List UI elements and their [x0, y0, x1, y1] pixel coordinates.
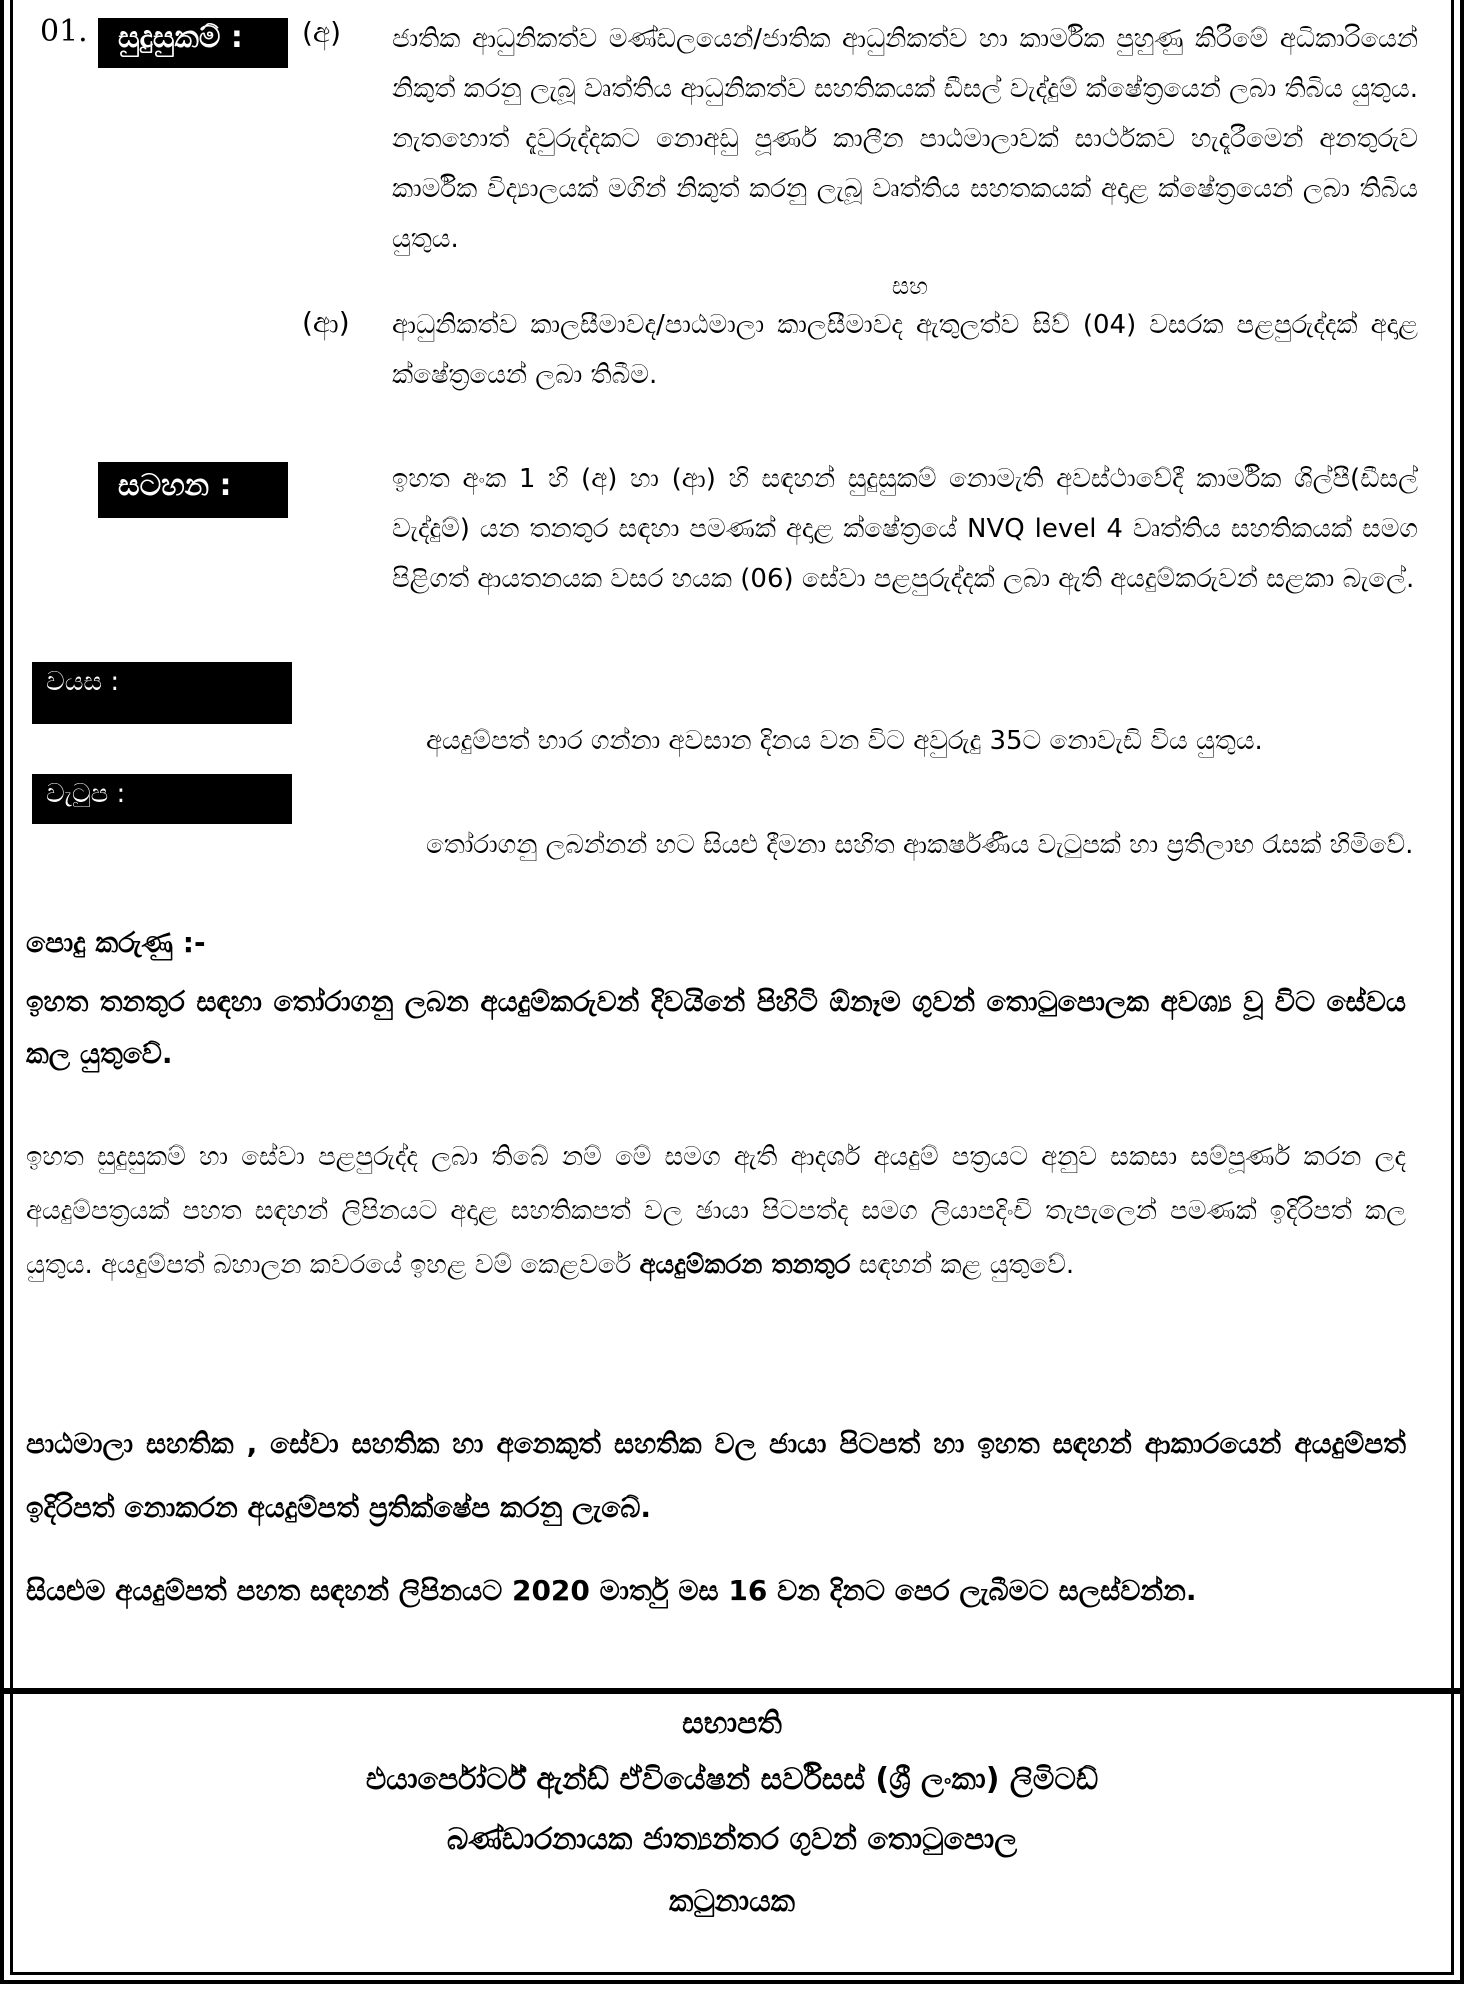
- age-label: වයස :: [32, 662, 292, 724]
- general-bold-paragraph: ඉහත තනතුර සඳහා තෝරාගනු ලබන අයදුම්කරුවන් දිවයිනේ පිහිටි ඕනෑම ගුවන් තොටුපොලක අවශ්‍ය වූ විට සේවය කල යුතුවේ.: [26, 985, 1406, 1070]
- note-label: සටහන :: [98, 462, 288, 518]
- qualifications-label: සුදුසුකම් :: [98, 18, 288, 68]
- reject-paragraph: පාඨමාලා සහතික , සේවා සහතික හා අනෙකුත් සහතික වල ජායා පිටපත් හා ඉහත සඳහන් ආකාරයෙන් අයදුම්පත් ඉදිරිපත් නොකරන අයදුම්පත් ප්‍රතික්ෂේප කරනු ලැබේ.: [26, 1427, 1406, 1524]
- section-number: 01.: [40, 14, 88, 49]
- footer-location: කටුනායක: [668, 1884, 796, 1919]
- item-a-text: ජාතික ආධුනිකත්ව මණ්ඩලයෙන්/ජාතික ආධුනිකත්ව හා කාර්මික පුහුණු කිරීමේ අධිකාරියෙන් නිකුත් කරනු ලැබූ වෘත්තිය ආධුනිකත්ව සහතිකයක් ඩීසල් වැද්දුම් ක්ෂේත්‍රයෙන් ලබා තිබිය යුතුය. නැතහොත් දැවුරුද්දකට නොඅඩු පූර්ණ කාලීන පාඨමාලාවක් සාර්ථකව හැදෑරීමෙන් අනතුරුව කාර්මික විද්‍යාලයක් මගින් නිකුත් කරනු ලැබූ වෘත්තිය සහතකයක් අදාළ ක්ෂේත්‍රයෙන් ලබා තිබිය යුතුය.: [392, 24, 1418, 254]
- general-main-bold: අයදුම්කරන තනතුර: [639, 1250, 851, 1280]
- footer-company: එයාර්පෝර්ට් ඇන්ඩ් ඒවියේෂන් සර්විසස් (ශ්‍රී ලංකා) ලිමිටඩ්: [365, 1762, 1099, 1797]
- general-heading: පොදු කරුණු :-: [26, 926, 206, 959]
- general-main-text: ඉහත සුදුසුකම් හා සේවා පළපුරුද්ද ලබා තිබේ නම් මේ සමග ඇති ආදර්ශ අයදුම් පත්‍රයට අනුව සකසා සම්පූර්ණ කරන ලද අයදුම්පත්‍රයක් පහත සඳහන් ලිපිනයට අදාළ සහතිකපත් වල ඡායා පිටපත්ද සමග ලියාපදිංචි තැපැලෙන් පමණක් ඉදිරිපත් කල යුතුය. අයදුම්පත් බහාලන කවරයේ ඉහළ වම් කෙළවරේ: [26, 1142, 1406, 1280]
- general-main-paragraph: [26, 1130, 1406, 1292]
- age-text: අයදුම්පත් භාර ගන්නා අවසාන දිනය වන විට අවුරුදු 35ට නොවැඩි විය යුතුය.: [426, 726, 1263, 756]
- item-a-marker: (අ): [302, 16, 342, 49]
- item-aa-text: ආධුනිකත්ව කාලසීමාවද/පාඨමාලා කාලසීමාවද ඇතුලත්ව සිව් (04) වසරක පළපුරුද්දක් අදාළ ක්ෂේත්‍රයෙන් ලබා තිබීම.: [392, 310, 1418, 390]
- salary-label: වැටුප :: [32, 774, 292, 824]
- footer-airport: බණ්ඩාරනායක ජාත්‍යන්තර ගුවන් තොටුපොල: [446, 1822, 1018, 1857]
- footer-divider: [0, 1688, 1464, 1694]
- footer-title: සභාපති: [682, 1706, 782, 1741]
- deadline-paragraph: සියළුම අයදුම්පත් පහත සඳහන් ලිපිනයට 2020 මාර්තු මස 16 වන දිනට පෙර ලැබීමට සලස්වන්න.: [26, 1574, 1197, 1607]
- note-text: ඉහත අංක 1 හි (අ) හා (ආ) හි සඳහන් සුදුසුකම් නොමැති අවස්ථාවේදී කාර්මික ශිල්පී(ඩීසල් වැද්දුම්) යන තනතුර සඳහා පමණක් අදාළ ක්ෂේත්‍රයේ NVQ level 4 වෘත්තිය සහතිකයක් සමග පිළිගත් ආයතනයක වසර හයක (06) සේවා පළපුරුද්දක් ලබා ඇති අයදුම්කරුවන් සළකා බැලේ.: [392, 464, 1418, 594]
- salary-text: තෝරාගනු ලබන්නන් හට සියළු දීමනා සහිත ආකර්ෂණීය වැටුපක් හා ප්‍රතිලාභ රැසක් හිමිවේ.: [426, 830, 1414, 860]
- conjunction: සහ: [891, 272, 929, 300]
- general-main-tail: සඳහන් කළ යුතුවේ.: [858, 1250, 1075, 1280]
- item-aa-marker: (ආ): [302, 306, 350, 339]
